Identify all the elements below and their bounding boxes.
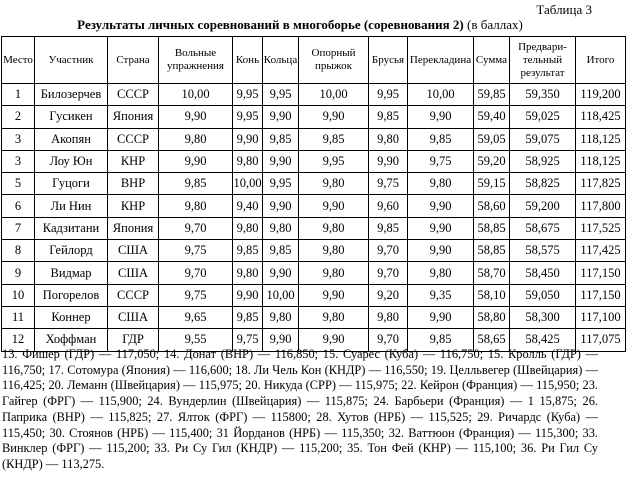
table-cell: Гусикен [35,106,108,128]
table-cell: 9,40 [233,195,263,217]
table-cell: 9,85 [233,240,263,262]
header-cell: Брусья [369,37,408,84]
header-cell: Страна [108,37,159,84]
table-row [2,128,626,150]
table-row [2,240,626,262]
table-cell: 3 [2,128,35,150]
table-cell: Кадзитани [35,217,108,239]
table-cell: 118,125 [576,128,626,150]
table-cell: 9,90 [299,284,369,306]
table-cell: Погорелов [35,284,108,306]
table-cell: 9,80 [299,306,369,328]
table-cell: 9,80 [263,217,299,239]
table-row [2,262,626,284]
table-cell: 59,05 [474,128,510,150]
table-cell: 9,90 [159,106,233,128]
table-cell: 9,55 [159,329,233,351]
table-cell: 9,85 [299,128,369,150]
table-cell: Гейлорд [35,240,108,262]
table-title-units: (в баллах) [463,17,523,32]
table-cell: 9,85 [159,173,233,195]
table-cell: 117,075 [576,329,626,351]
table-cell: 9 [2,262,35,284]
table-cell: 9,95 [299,150,369,172]
table-cell: 9,95 [233,84,263,106]
table-cell: 9,90 [233,284,263,306]
table-cell: Акопян [35,128,108,150]
table-cell: 9,80 [369,128,408,150]
table-row [2,217,626,239]
table-cell: 5 [2,173,35,195]
table-number-label: Таблица 3 [536,2,592,17]
table-cell: 9,80 [233,217,263,239]
table-cell: 59,350 [510,84,576,106]
table-cell: 58,575 [510,240,576,262]
table-cell: Коннер [35,306,108,328]
table-cell: КНР [108,195,159,217]
table-cell: КНР [108,150,159,172]
header-cell: Предварительный результат [510,37,576,84]
results-table-body [2,84,626,352]
table-cell: США [108,306,159,328]
table-cell: 9,35 [408,284,474,306]
table-cell: 117,825 [576,173,626,195]
table-cell: 58,70 [474,262,510,284]
table-cell: 59,025 [510,106,576,128]
table-cell: 9,85 [263,128,299,150]
table-cell: 59,40 [474,106,510,128]
table-cell: 9,90 [263,195,299,217]
table-cell: 9,75 [159,240,233,262]
table-cell: 9,85 [263,240,299,262]
table-cell: 9,90 [263,106,299,128]
table-cell: 7 [2,217,35,239]
table-cell: 9,80 [299,217,369,239]
header-cell: Конь [233,37,263,84]
table-cell: ГДР [108,329,159,351]
header-cell: Кольца [263,37,299,84]
table-row [2,150,626,172]
table-cell: 11 [2,306,35,328]
table-cell: 117,800 [576,195,626,217]
header-cell: Участник [35,37,108,84]
table-title [0,17,600,33]
table-cell: 9,20 [369,284,408,306]
table-cell: Хоффман [35,329,108,351]
header-cell: Опорный прыжок [299,37,369,84]
table-cell: 9,90 [408,217,474,239]
table-cell: 9,90 [299,329,369,351]
table-cell: 9,80 [299,262,369,284]
table-cell: 10,00 [299,84,369,106]
table-cell: 9,70 [369,262,408,284]
table-row [2,173,626,195]
table-cell: 58,300 [510,306,576,328]
table-cell: США [108,262,159,284]
table-cell: 9,90 [263,150,299,172]
table-cell: 117,425 [576,240,626,262]
table-cell: 9,85 [369,106,408,128]
table-cell: 10,00 [263,284,299,306]
table-cell: 117,150 [576,262,626,284]
table-cell: 59,050 [510,284,576,306]
table-cell: 9,90 [299,195,369,217]
table-cell: 59,15 [474,173,510,195]
table-cell: 9,75 [159,284,233,306]
table-cell: Видмар [35,262,108,284]
table-cell: Гуцоги [35,173,108,195]
header-cell: Перекладина [408,37,474,84]
table-cell: 9,60 [369,195,408,217]
table-cell: 8 [2,240,35,262]
table-cell: 58,10 [474,284,510,306]
table-cell: 58,65 [474,329,510,351]
table-cell: 9,80 [369,306,408,328]
table-cell: 9,75 [233,329,263,351]
table-cell: СССР [108,128,159,150]
table-cell: Лоу Юн [35,150,108,172]
table-cell: 10 [2,284,35,306]
table-cell: 9,90 [263,329,299,351]
remaining-results-text: 13. Фишер (ГДР) — 117,050; 14. Донат (ВНР) — 116,850; 15. Суарес (Куба) — 116,750; 15. Кролль (ГДР) — 116,750; 17. Сотомура (Япония) — 116,600; 18. Ли Чель Кон (КНДР) — 116,550; 19. Целльвегер (Швейцария) — 116,425; 20. Леманн (Швейцария) — 115,975; 20. Никуда (СРР) — 115,975; 22. Кейрон (Франция) — 115,950; 23. Гайгер (ФРГ) — 115,900; 24. Вундерлин (Швейцария) — 115,875; 24. Барбьери (Франция) — 1 15,875; 26. Паприка (ВНР) — 115,825; 27. Ялток (ФРГ) — 115800; 28. Хутов (НРБ) — 115,525; 29. Ричардс (Куба) — 115,450; 30. Стоянов (НРБ) — 115,400; 31 Йорданов (НРБ) — 115,350; 32. Ваттюон (Франция) — 115,300; 33. Винклер (ФРГ) — 115,200; 33. Ри Су Гил (КНДР) — 115,200; 35. Тон Фей (КНР) — 115,100; 36. Ри Гил Су (КНДР) — 113,275. [2,347,598,471]
table-cell: 58,675 [510,217,576,239]
table-cell: 58,925 [510,150,576,172]
table-cell: 58,825 [510,173,576,195]
table-cell: 59,20 [474,150,510,172]
table-cell: 9,70 [159,262,233,284]
table-cell: Ли Нин [35,195,108,217]
table-row [2,284,626,306]
table-cell: 58,85 [474,240,510,262]
table-row [2,84,626,106]
table-cell: 9,80 [233,150,263,172]
table-row [2,106,626,128]
table-cell: Япония [108,106,159,128]
table-cell: 9,85 [233,306,263,328]
table-cell: 118,425 [576,106,626,128]
table-cell: 9,80 [159,195,233,217]
table-cell: 119,200 [576,84,626,106]
table-cell: 9,90 [263,262,299,284]
header-row [2,37,626,84]
table-cell: 3 [2,150,35,172]
table-cell: 9,90 [233,128,263,150]
header-cell: Вольные упражнения [159,37,233,84]
table-cell: Билозерчев [35,84,108,106]
table-cell: 59,075 [510,128,576,150]
header-cell: Место [2,37,35,84]
table-cell: 9,70 [369,240,408,262]
table-cell: 58,425 [510,329,576,351]
table-cell: 58,450 [510,262,576,284]
table-cell: 117,100 [576,306,626,328]
table-cell: 9,95 [369,84,408,106]
table-cell: 9,80 [408,262,474,284]
table-cell: 9,95 [263,173,299,195]
table-cell: 9,75 [369,173,408,195]
table-cell: 117,150 [576,284,626,306]
header-cell: Сумма [474,37,510,84]
table-cell: 9,80 [159,128,233,150]
table-cell: СССР [108,284,159,306]
header-cell: Итого [576,37,626,84]
table-cell: 9,90 [299,106,369,128]
table-cell: США [108,240,159,262]
table-cell: 10,00 [233,173,263,195]
table-cell: 9,80 [233,262,263,284]
table-row [2,306,626,328]
table-cell: 9,95 [233,106,263,128]
table-cell: 9,90 [408,106,474,128]
table-cell: 9,85 [369,217,408,239]
table-cell: 59,85 [474,84,510,106]
table-cell: 9,85 [408,128,474,150]
table-cell: ВНР [108,173,159,195]
table-cell: 2 [2,106,35,128]
table-cell: 1 [2,84,35,106]
table-cell: 118,125 [576,150,626,172]
table-cell: 9,95 [263,84,299,106]
table-cell: 9,80 [263,306,299,328]
table-cell: 9,90 [369,150,408,172]
table-cell: 59,200 [510,195,576,217]
table-cell: 9,80 [408,173,474,195]
table-cell: 9,90 [408,195,474,217]
table-cell: 9,75 [408,150,474,172]
table-cell: 10,00 [408,84,474,106]
table-cell: 6 [2,195,35,217]
table-cell: 9,80 [299,240,369,262]
table-row [2,195,626,217]
table-cell: 9,70 [159,217,233,239]
results-table [1,36,626,352]
table-cell: 9,80 [299,173,369,195]
table-cell: 9,85 [408,329,474,351]
table-cell: 58,60 [474,195,510,217]
table-cell: 9,90 [159,150,233,172]
table-cell: 10,00 [159,84,233,106]
table-cell: 12 [2,329,35,351]
table-cell: 9,70 [369,329,408,351]
table-cell: 58,80 [474,306,510,328]
table-cell: СССР [108,84,159,106]
table-cell: 9,65 [159,306,233,328]
table-cell: 117,525 [576,217,626,239]
table-title-main: Результаты личных соревнований в многоборье (соревнования 2) [77,17,464,32]
table-cell: 9,90 [408,306,474,328]
table-cell: Япония [108,217,159,239]
table-cell: 9,90 [408,240,474,262]
table-cell: 58,85 [474,217,510,239]
